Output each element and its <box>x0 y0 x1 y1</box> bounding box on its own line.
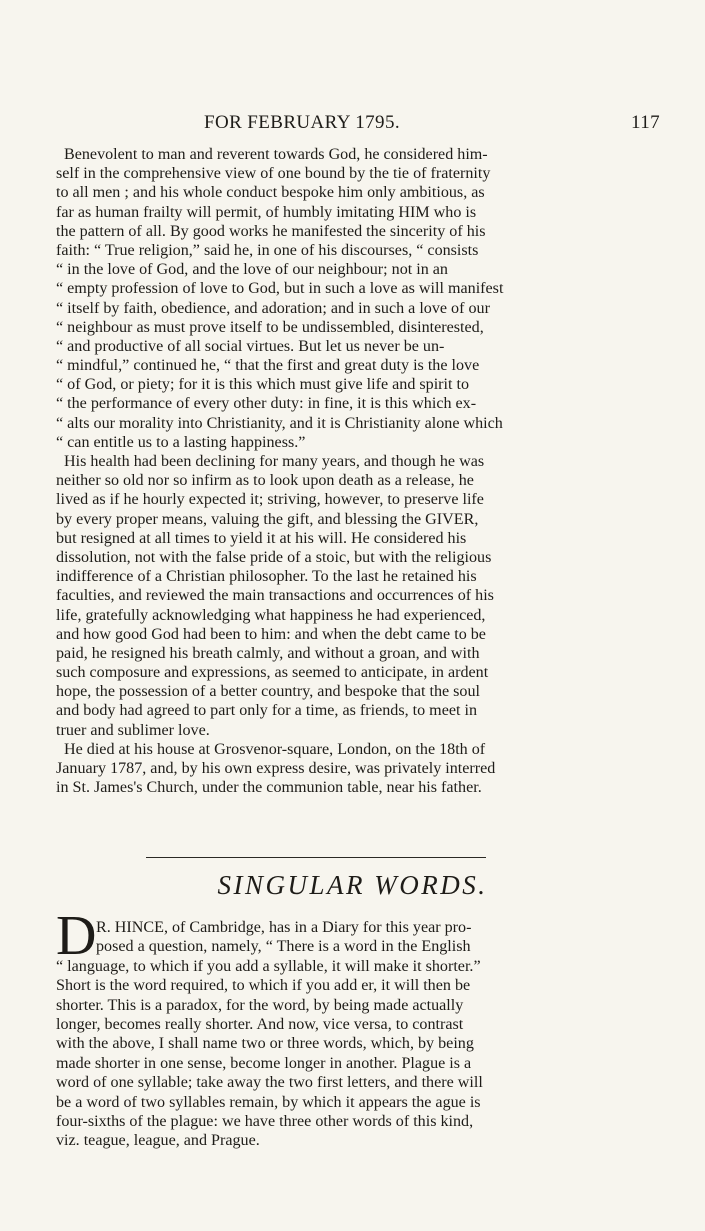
text-line: “ language, to which if you add a syllable, it will make it shorter.” <box>56 957 481 975</box>
text-line: made shorter in one sense, become longer in another. Plague is a <box>56 1054 472 1072</box>
text-line: with the above, I shall name two or three words, which, by being <box>56 1035 474 1053</box>
text-line: Short is the word required, to which if you add er, it will then be <box>56 977 471 995</box>
section-heading: SINGULAR WORDS. <box>217 870 488 900</box>
text-line: “ can entitle us to a lasting happiness.” <box>56 433 306 451</box>
text-line: such composure and expressions, as seemed to anticipate, in ardent <box>56 664 489 682</box>
text-line: but resigned at all times to yield it at his will. He considered his <box>56 529 467 547</box>
text-line: hope, the possession of a better country, and bespoke that the soul <box>56 683 481 701</box>
text-line: longer, becomes really shorter. And now, vice versa, to contrast <box>56 1015 464 1033</box>
text-line: “ in the love of God, and the love of our neighbour; not in an <box>56 261 448 279</box>
text-line: and how good God had been to him: and when the debt came to be <box>56 625 486 643</box>
article-body <box>56 145 623 797</box>
text-line: to all men ; and his whole conduct bespoke him only ambitious, as <box>56 184 485 202</box>
text-line: the pattern of all. By good works he manifested the sincerity of his <box>56 222 486 240</box>
divider-line <box>146 857 486 858</box>
running-header <box>56 112 660 138</box>
text-line: indifference of a Christian philosopher. To the last he retained his <box>56 568 477 586</box>
text-line: faith: “ True religion,” said he, in one of his discourses, “ consists <box>56 241 479 259</box>
text-line: Benevolent to man and reverent towards God, he considered him- <box>64 146 488 163</box>
text-line: “ itself by faith, obedience, and adoration; and in such a love of our <box>56 299 490 317</box>
text-line: be a word of two syllables remain, by which it appears the ague is <box>56 1093 481 1111</box>
text-line: by every proper means, valuing the gift, and blessing the GIVER, <box>56 510 479 528</box>
text-line: self in the comprehensive view of one bound by the tie of fraternity <box>56 165 491 183</box>
text-line: four-sixths of the plague: we have three other words of this kind, <box>56 1112 474 1130</box>
text-line: He died at his house at Grosvenor-square, London, on the 18th of <box>64 740 486 758</box>
text-line: “ mindful,” continued he, “ that the first and great duty is the love <box>56 357 480 375</box>
text-line: viz. teague, league, and Prague. <box>56 1132 260 1150</box>
text-line: “ empty profession of love to God, but in such a love as will manifest <box>56 280 504 298</box>
text-line: “ neighbour as must prove itself to be undissembled, disinterested, <box>56 318 484 336</box>
text-line: in St. James's Church, under the communion table, near his father. <box>56 779 482 797</box>
text-line: R. HINCE, of Cambridge, has in a Diary for this year pro- <box>96 919 472 936</box>
text-line: January 1787, and, by his own express desire, was privately interred <box>56 760 496 777</box>
text-line: far as human frailty will permit, of humbly imitating HIM who is <box>56 203 477 221</box>
text-line: and body had agreed to part only for a time, as friends, to meet in <box>56 702 477 720</box>
page-number: 117 <box>631 112 660 133</box>
text-line: truer and sublimer love. <box>56 721 210 739</box>
text-line: paid, he resigned his breath calmly, and without a groan, and with <box>56 644 480 662</box>
text-line: dissolution, not with the false pride of a stoic, but with the religious <box>56 548 492 566</box>
text-line: shorter. This is a paradox, for the word, by being made actually <box>56 996 464 1014</box>
text-line: word of one syllable; take away the two first letters, and there will <box>56 1074 483 1092</box>
section-body <box>56 918 623 1151</box>
text-line: lived as if he hourly expected it; striving, however, to preserve life <box>56 491 484 509</box>
text-line: His health had been declining for many years, and though he was <box>64 453 485 470</box>
text-line: posed a question, namely, “ There is a word in the English <box>96 938 471 956</box>
text-line: “ of God, or piety; for it is this which must give life and spirit to <box>56 376 470 394</box>
drop-cap: D <box>56 905 97 967</box>
text-line: “ the performance of every other duty: in fine, it is this which ex- <box>56 395 477 413</box>
text-line: faculties, and reviewed the main transactions and occurrences of his <box>56 587 494 605</box>
header-title: FOR FEBRUARY 1795. <box>204 112 401 133</box>
text-line: life, gratefully acknowledging what happiness he had experienced, <box>56 606 486 624</box>
text-line: “ alts our morality into Christianity, and it is Christianity alone which <box>56 414 503 432</box>
section-divider <box>146 857 486 861</box>
text-line: “ and productive of all social virtues. But let us never be un- <box>56 337 445 355</box>
text-line: neither so old nor so infirm as to look upon death as a release, he <box>56 472 474 490</box>
